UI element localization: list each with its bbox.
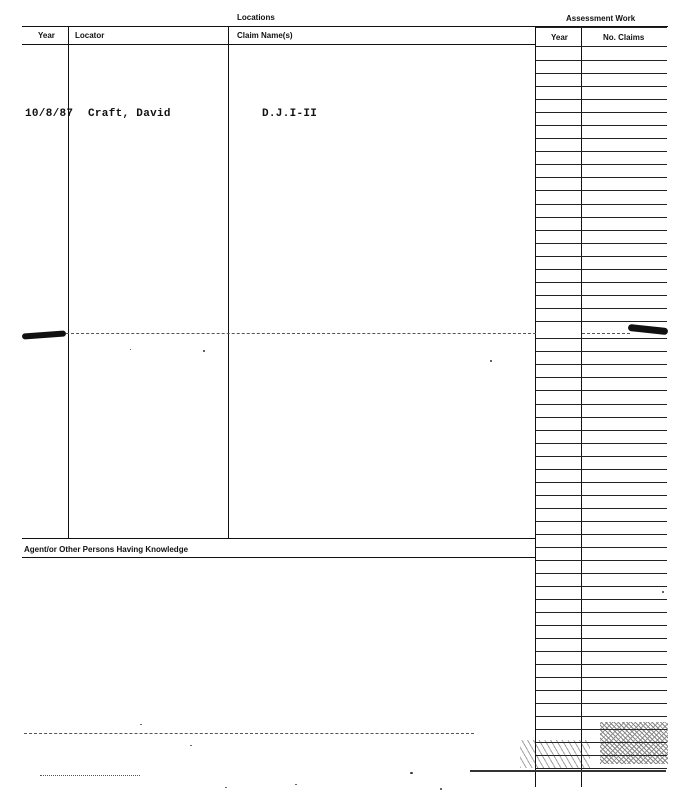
locations-bottom-rule (22, 538, 536, 539)
speck (662, 591, 664, 593)
agent-section-label: Agent/or Other Persons Having Knowledge (24, 545, 189, 554)
speck (130, 349, 131, 350)
ink-mark-left (22, 330, 66, 339)
entry-claim-name: D.J.I-II (262, 108, 318, 120)
entry-year: 10/8/87 (25, 108, 74, 120)
fold-line-middle (66, 333, 536, 334)
speck (203, 350, 205, 352)
column-header-claim-names: Claim Name(s) (237, 31, 293, 40)
scan-noise (600, 722, 668, 764)
speck (140, 724, 142, 725)
bottom-dashed-rule (24, 733, 474, 734)
column-header-locator: Locator (75, 31, 105, 40)
column-header-year: Year (38, 31, 55, 40)
assessment-work-title: Assessment Work (566, 14, 636, 23)
speck (225, 787, 227, 788)
footer-dashed-rule (40, 775, 140, 776)
footer-rule-right (470, 770, 666, 772)
entry-locator: Craft, David (88, 108, 171, 120)
column-header-no-claims: No. Claims (603, 33, 645, 42)
divider-locator-claims (228, 27, 229, 538)
speck (410, 772, 413, 774)
scan-noise-left (520, 740, 590, 768)
assessment-rows (536, 0, 667, 810)
agent-section-rule (22, 557, 536, 558)
speck (490, 360, 492, 362)
speck (440, 788, 442, 790)
locations-title: Locations (237, 13, 275, 22)
column-header-assessment-year: Year (551, 33, 568, 42)
divider-year-locator (68, 27, 69, 538)
speck (295, 784, 297, 785)
header-rule (22, 44, 536, 45)
speck (190, 745, 192, 746)
